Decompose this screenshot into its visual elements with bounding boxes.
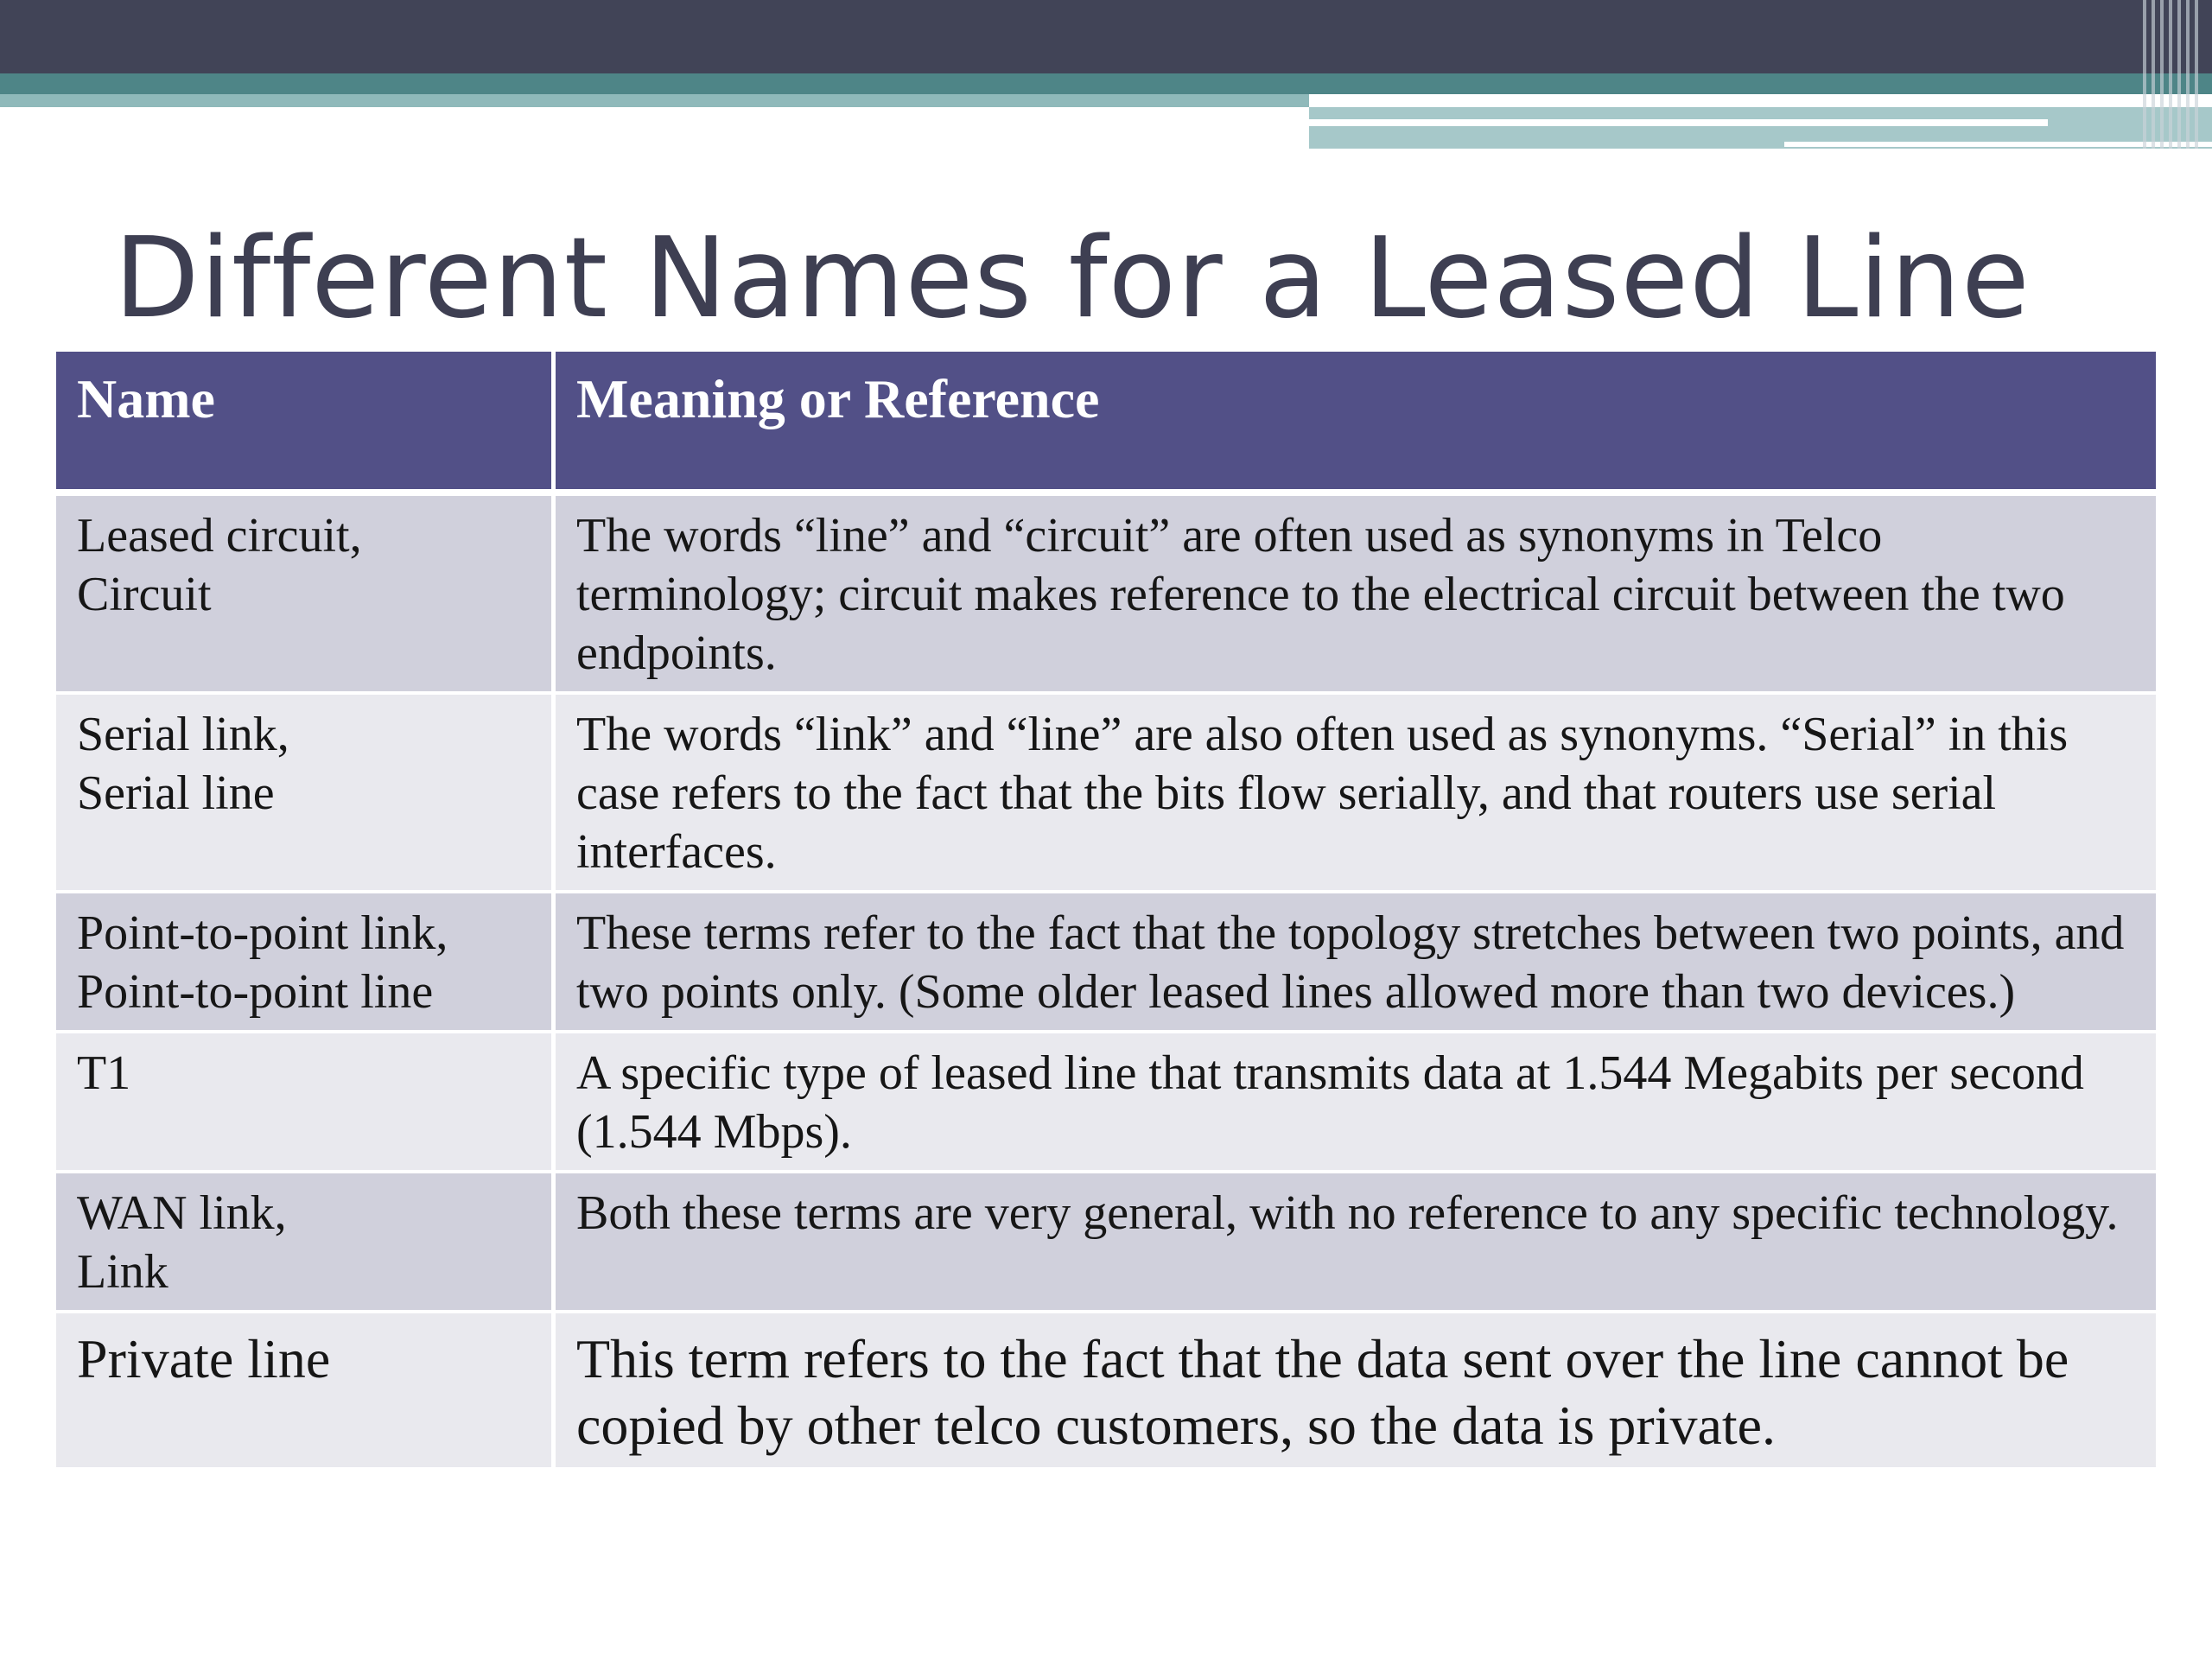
row-name-cell <box>56 695 551 893</box>
leased-line-names-table <box>56 352 2156 1471</box>
row-name-line: Link <box>77 1245 168 1299</box>
header-meaning: Meaning or Reference <box>551 352 2156 496</box>
row-name-cell <box>56 1313 551 1471</box>
row-name-line: Point-to-point link, <box>77 906 448 960</box>
row-name-line: Serial line <box>77 766 275 820</box>
table-header-row <box>56 352 2156 496</box>
row-name-line: Circuit <box>77 568 212 621</box>
header-teal-light-stripe <box>0 94 1309 107</box>
table-row <box>56 1033 2156 1173</box>
row-meaning-cell: A specific type of leased line that transmits data at 1.544 Megabits per second (1.544 Mbps). <box>551 1033 2156 1173</box>
row-meaning-cell: Both these terms are very general, with no reference to any specific technology. <box>551 1173 2156 1313</box>
row-name-cell <box>56 1033 551 1173</box>
header-name: Name <box>56 352 551 496</box>
header-white-gap <box>0 107 1309 119</box>
row-meaning-cell: These terms refer to the fact that the topology stretches between two points, and two points only. (Some older leased lines allowed more than two devices.) <box>551 893 2156 1033</box>
row-name-cell <box>56 893 551 1033</box>
header-white-line <box>1309 119 2048 126</box>
row-name-line: Serial link, <box>77 708 289 761</box>
row-name-line: Point-to-point line <box>77 965 434 1019</box>
row-name-line: T1 <box>77 1046 131 1100</box>
row-name-line: Private line <box>77 1328 331 1389</box>
header-edge-lines <box>2143 0 2212 149</box>
table-row <box>56 893 2156 1033</box>
table-row <box>56 695 2156 893</box>
row-name-line: Leased circuit, <box>77 509 362 563</box>
table-row <box>56 1173 2156 1313</box>
row-name-cell <box>56 1173 551 1313</box>
row-name-cell <box>56 496 551 695</box>
row-meaning-cell: The words “link” and “line” are also often used as synonyms. “Serial” in this case refers to the fact that the bits flow serially, and that routers use serial interfaces. <box>551 695 2156 893</box>
row-meaning-cell: This term refers to the fact that the data sent over the line cannot be copied by other telco customers, so the data is private. <box>551 1313 2156 1471</box>
row-meaning-cell: The words “line” and “circuit” are often used as synonyms in Telco terminology; circuit makes reference to the electrical circuit between the two endpoints. <box>551 496 2156 695</box>
table-row <box>56 496 2156 695</box>
slide-title: Different Names for a Leased Line <box>114 214 2031 343</box>
header-bar <box>0 0 2212 73</box>
header-teal-stripe <box>0 73 2212 94</box>
table-row <box>56 1313 2156 1471</box>
row-name-line: WAN link, <box>77 1186 287 1240</box>
